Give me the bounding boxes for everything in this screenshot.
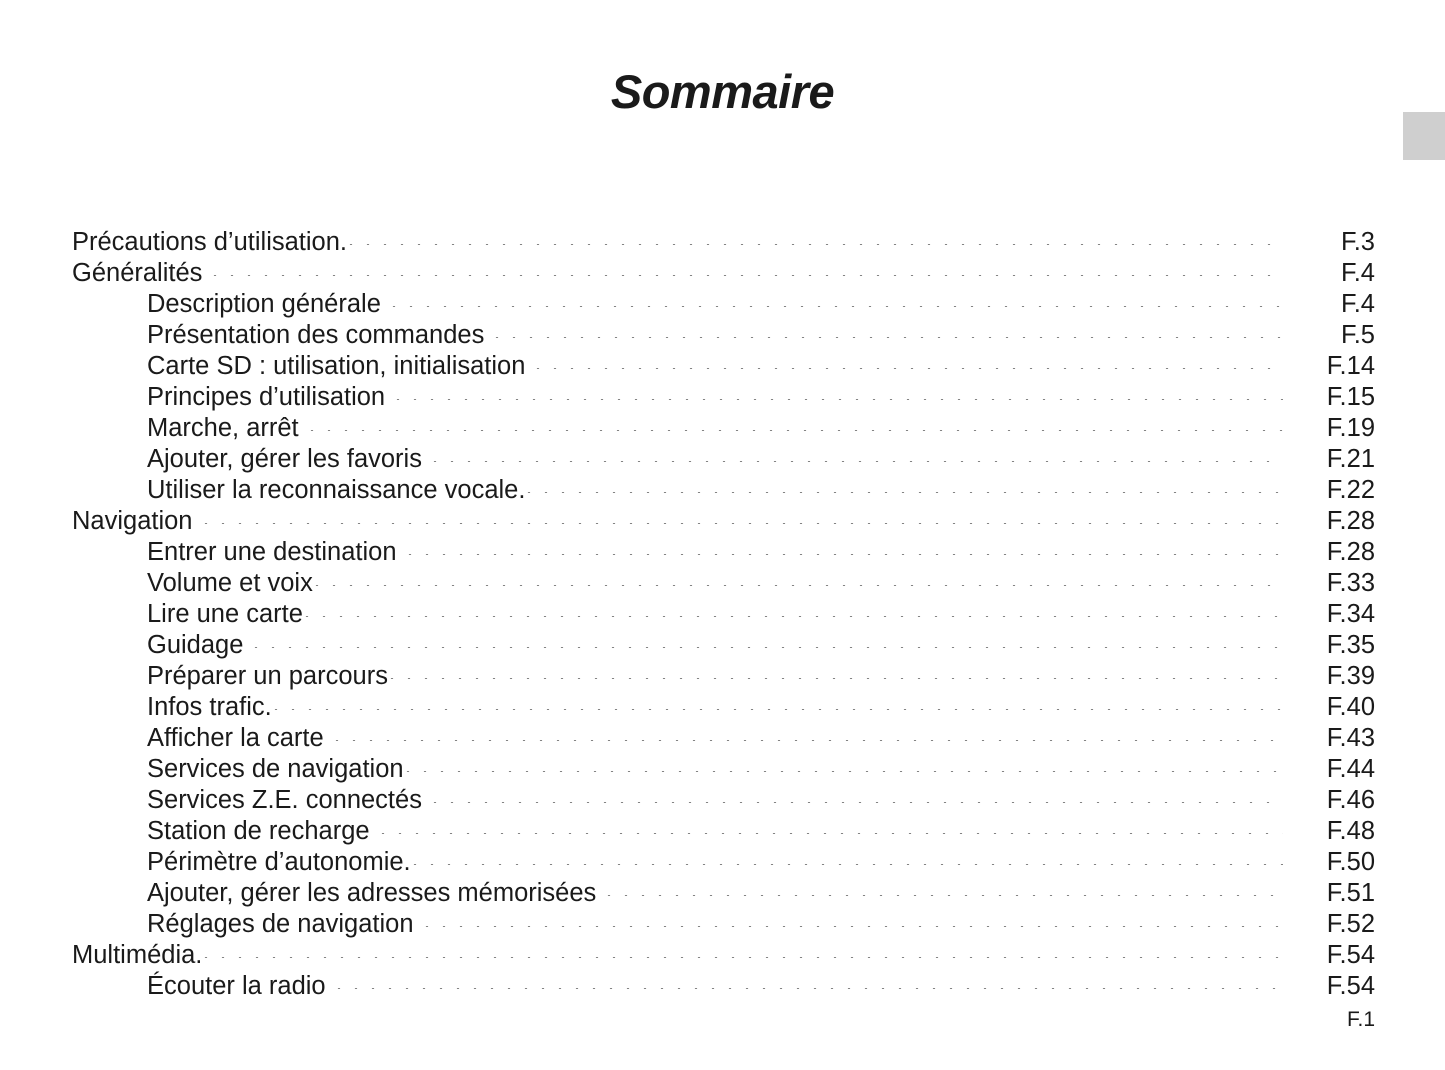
toc-entry-label: Navigation	[72, 507, 193, 535]
toc-entry-page-number: F.28	[1326, 538, 1375, 566]
toc-entry[interactable]	[72, 724, 1375, 755]
toc-entry-page-number: F.43	[1326, 724, 1375, 752]
toc-entry-label: Précautions d’utilisation.	[72, 228, 347, 256]
toc-entry-page-number: F.5	[1340, 321, 1375, 349]
toc-entry-label: Carte SD : utilisation, initialisation	[147, 352, 526, 380]
toc-entry-label: Entrer une destination	[147, 538, 397, 566]
toc-entry-label: Ajouter, gérer les favoris	[147, 445, 422, 473]
toc-entry-label: Guidage	[147, 631, 244, 659]
toc-entry[interactable]	[72, 786, 1375, 817]
toc-dot-leader	[204, 523, 1284, 524]
toc-entry[interactable]	[72, 972, 1375, 1003]
toc-entry-page-number: F.4	[1340, 259, 1375, 287]
toc-entry-page-number: F.54	[1326, 941, 1375, 969]
toc-dot-leader	[413, 864, 1283, 865]
toc-entry[interactable]	[72, 476, 1375, 507]
toc-entry-page-number: F.19	[1326, 414, 1375, 442]
toc-entry-page-number: F.40	[1326, 693, 1375, 721]
toc-entry-label: Services de navigation	[147, 755, 404, 783]
toc-dot-leader	[305, 616, 1283, 617]
toc-entry[interactable]	[72, 321, 1375, 352]
toc-entry[interactable]	[72, 228, 1375, 259]
toc-dot-leader	[254, 647, 1283, 648]
toc-dot-leader	[310, 430, 1283, 431]
toc-dot-leader	[213, 275, 1283, 276]
toc-dot-leader	[607, 895, 1283, 896]
toc-entry-page-number: F.52	[1326, 910, 1375, 938]
toc-dot-leader	[381, 833, 1283, 834]
toc-entry-label: Services Z.E. connectés	[147, 786, 422, 814]
toc-entry-label: Marche, arrêt	[147, 414, 299, 442]
toc-dot-leader	[433, 461, 1283, 462]
toc-entry[interactable]	[72, 848, 1375, 879]
toc-entry-page-number: F.14	[1326, 352, 1375, 380]
toc-entry-label: Périmètre d’autonomie.	[147, 848, 411, 876]
page-footer-number: F.1	[1346, 1008, 1375, 1031]
toc-dot-leader	[392, 306, 1283, 307]
section-tab-marker	[1403, 112, 1445, 160]
toc-entry[interactable]	[72, 631, 1375, 662]
toc-dot-leader	[536, 368, 1283, 369]
toc-entry-label: Écouter la radio	[147, 972, 326, 1000]
toc-entry-label: Présentation des commandes	[147, 321, 485, 349]
toc-entry-page-number: F.54	[1326, 972, 1375, 1000]
toc-entry-page-number: F.21	[1326, 445, 1375, 473]
toc-entry-page-number: F.48	[1326, 817, 1375, 845]
toc-entry-page-number: F.51	[1326, 879, 1375, 907]
toc-dot-leader	[274, 709, 1283, 710]
toc-entry[interactable]	[72, 693, 1375, 724]
toc-dot-leader	[337, 988, 1283, 989]
toc-entry-label: Utiliser la reconnaissance vocale.	[147, 476, 526, 504]
toc-entry[interactable]	[72, 941, 1375, 972]
toc-entry-page-number: F.46	[1326, 786, 1375, 814]
toc-entry-label: Volume et voix	[147, 569, 313, 597]
toc-entry-page-number: F.39	[1326, 662, 1375, 690]
toc-entry[interactable]	[72, 755, 1375, 786]
table-of-contents	[72, 228, 1375, 1003]
toc-dot-leader	[335, 740, 1283, 741]
toc-entry-label: Station de recharge	[147, 817, 370, 845]
toc-entry-page-number: F.15	[1326, 383, 1375, 411]
toc-entry-label: Ajouter, gérer les adresses mémorisées	[147, 879, 597, 907]
toc-entry-page-number: F.35	[1326, 631, 1375, 659]
toc-entry[interactable]	[72, 507, 1375, 538]
toc-entry-label: Généralités	[72, 259, 203, 287]
toc-dot-leader	[425, 926, 1283, 927]
toc-entry[interactable]	[72, 445, 1375, 476]
toc-entry-label: Description générale	[147, 290, 381, 318]
toc-entry-label: Lire une carte	[147, 600, 303, 628]
toc-entry[interactable]	[72, 910, 1375, 941]
toc-dot-leader	[408, 554, 1284, 555]
toc-dot-leader	[433, 802, 1283, 803]
toc-entry[interactable]	[72, 538, 1375, 569]
toc-entry[interactable]	[72, 414, 1375, 445]
toc-entry-page-number: F.44	[1326, 755, 1375, 783]
toc-entry[interactable]	[72, 817, 1375, 848]
toc-entry-label: Multimédia.	[72, 941, 203, 969]
toc-entry-label: Principes d’utilisation	[147, 383, 386, 411]
toc-entry-label: Préparer un parcours	[147, 662, 388, 690]
toc-dot-leader	[527, 492, 1283, 493]
toc-entry-label: Infos trafic.	[147, 693, 272, 721]
toc-entry-page-number: F.4	[1340, 290, 1375, 318]
toc-entry[interactable]	[72, 290, 1375, 321]
toc-entry-page-number: F.34	[1326, 600, 1375, 628]
page-title: Sommaire	[610, 65, 835, 118]
toc-entry[interactable]	[72, 383, 1375, 414]
toc-entry-page-number: F.50	[1326, 848, 1375, 876]
toc-entry[interactable]	[72, 569, 1375, 600]
toc-dot-leader	[390, 678, 1283, 679]
toc-dot-leader	[495, 337, 1283, 338]
toc-entry-label: Réglages de navigation	[147, 910, 414, 938]
toc-dot-leader	[315, 585, 1283, 586]
toc-entry-page-number: F.22	[1326, 476, 1375, 504]
toc-entry-label: Afficher la carte	[147, 724, 324, 752]
toc-entry[interactable]	[72, 352, 1375, 383]
toc-entry[interactable]	[72, 662, 1375, 693]
toc-entry[interactable]	[72, 259, 1375, 290]
toc-dot-leader	[349, 244, 1283, 245]
toc-entry-page-number: F.33	[1326, 569, 1375, 597]
toc-entry-page-number: F.3	[1340, 228, 1375, 256]
toc-entry[interactable]	[72, 600, 1375, 631]
toc-dot-leader	[406, 771, 1283, 772]
toc-dot-leader	[396, 399, 1283, 400]
toc-entry-page-number: F.28	[1326, 507, 1375, 535]
toc-entry[interactable]	[72, 879, 1375, 910]
toc-dot-leader	[204, 957, 1283, 958]
